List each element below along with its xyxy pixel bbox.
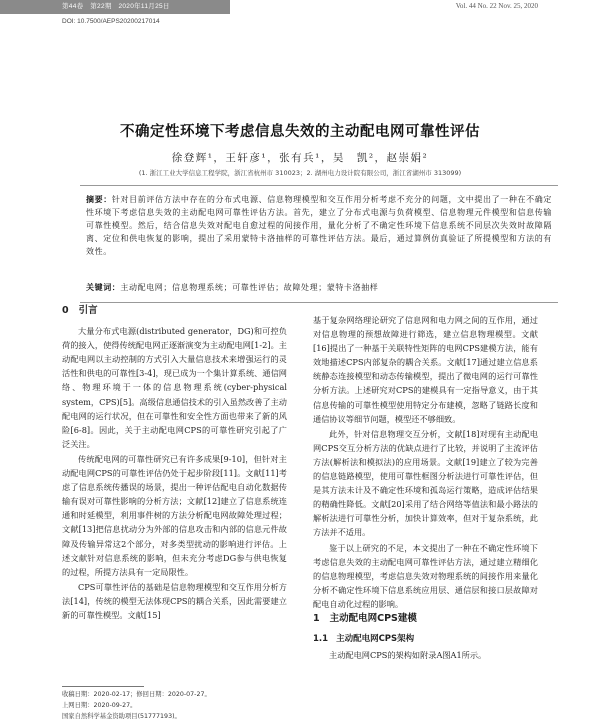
section-number: 1: [313, 612, 320, 624]
paragraph: 基于复杂网络理论研究了信息网和电力网之间的互作用，通过对信息物理的预想故障进行筛选，建立信息物理模型。文献[16]提出了一种基于关联特性矩阵的电网CPS建模方法，能有效地描述CPS内部复杂的耦合关系。文献[17]通过建立信息系统静态连接模型和动态传输模型，提出了微电网的运行可靠性分析方法。上述研究对CPS的建模具有一定指导意义，由于其信息传输的可靠性模型使用特定分布建模，忽略了链路长度和通信协议等细节问题，模型还不够细致。: [313, 315, 538, 424]
paragraph: 主动配电网CPS的架构如附录A图A1所示。: [329, 650, 487, 661]
doi[interactable]: DOI: 10.7500/AEPS20200217014: [62, 18, 160, 25]
abstract: [86, 193, 552, 258]
paper-title: 不确定性环境下考虑信息失效的主动配电网可靠性评估: [120, 124, 480, 140]
keywords-text: 主动配电网；信息物理系统；可靠性评估；故障处理；蒙特卡洛抽样: [120, 283, 379, 292]
abstract-text: 针对目前评估方法中存在的分布式电源、信息物理模型和交互作用分析考虑不充分的问题，文中提出了一种在不确定性环境下考虑信息失效的主动配电网可靠性评估方法。首先，建立了分布式电源与负荷模型、信息物理元件模型和信息传输可靠性模型。然后，结合信息失效对配电自愈过程的间接作用，量化分析了不确定性环境下信息系统不同层次失效时故障隔离、定位和供电恢复的影响，提出了采用蒙特卡洛抽样的可靠性评估方法。最后，通过算例仿真验证了所提模型和方法的有效性。: [86, 195, 552, 256]
section-title: 主动配电网CPS建模: [329, 612, 417, 624]
left-column: [62, 303, 287, 623]
section-number: 0: [62, 305, 69, 316]
author-list: 徐登辉¹，王轩彦¹，张有兵¹，吴 凯²，赵崇娟²: [171, 152, 429, 164]
footnote-divider: [62, 686, 144, 687]
journal-header: [0, 0, 600, 14]
subsection-number: 1.1: [313, 634, 329, 645]
section-heading-1: [313, 612, 538, 626]
issue-info: 第44卷 第22期 2020年11月25日: [0, 0, 230, 14]
issue-info-en: Vol. 44 No. 22 Nov. 25, 2020: [455, 2, 538, 10]
footnote-received: 收稿日期：2020-02-17；修回日期：2020-07-27。: [62, 691, 211, 698]
abstract-label: 摘要：: [86, 195, 112, 204]
footnote-online: 上网日期：2020-09-27。: [62, 702, 137, 709]
footnote-fund: 国家自然科学基金资助项目(51777193)。: [62, 713, 181, 720]
paragraph: 大量分布式电源(distributed generator，DG)和可控负荷的接入，使得传统配电网正逐渐演变为主动配电网[1-2]。主动配电网以主动控制的方式引入大量信息技术来增强运行的灵活性和供电的可靠性[3-4]，现已成为一个集计算系统、通信网络、物理环境于一体的信息物理系统(cyber-physical system，CPS)[5]。高级信息通信技术的引入虽然改善了主动配电网的运行状况，但在可靠性和安全性方面也带来了新的风险[6-8]。因此，关于主动配电网CPS的可靠性研究引起了广泛关注。: [62, 326, 287, 449]
affiliation: (1. 浙江工业大学信息工程学院，浙江省杭州市 310023；2. 湖州电力设计院有限公司，浙江省湖州市 313099): [138, 169, 462, 177]
paragraph: 鉴于以上研究的不足，本文提出了一种在不确定性环境下考虑信息失效的主动配电网可靠性评估方法，通过建立精细化的信息物理模型，考虑信息失效对物理系统的间接作用来量化分析不确定性环境下信息系统应用层、通信层和接口层故障对配电自动化过程的影响。: [313, 542, 538, 609]
subsection-title: 主动配电网CPS架构: [336, 634, 415, 645]
paragraph: CPS可靠性评估的基础是信息物理模型和交互作用分析方法[14]，传统的模型无法体现CPS的耦合关系，因此需要建立新的可靠性模型。文献[15]: [62, 581, 287, 620]
right-column: [313, 313, 538, 663]
paragraph: 此外，针对信息物理交互分析，文献[18]对现有主动配电网CPS交互分析方法的优缺点进行了比较，并说明了主流评估方法(解析法和模拟法)的应用场景。文献[19]建立了较为完善的信息链路模型，使用可靠性框图分析法进行可靠性评估，但是其方法未计及不确定性环境和孤岛运行策略，造成评估结果的精确性降低。文献[20]采用了结合网络等值法和最小路法的解析法进行可靠性分析，加快计算效率，但对于复杂系统，此方法并不适用。: [313, 428, 538, 538]
section-title: 引言: [78, 305, 98, 316]
section-heading-intro: [62, 304, 287, 318]
paragraph: 传统配电网的可靠性研究已有许多成果[9-10]，但针对主动配电网CPS的可靠性评估仍处于起步阶段[11]。文献[11]考虑了信息系统传播误的场景，提出一种评估配电自动化数据传输有误对可靠性影响的分析方法；文献[12]建立了信息系统连通和时延模型，利用事件树的方法分析配电网故障处理过程；文献[13]把信息扰动分为外部的信息攻击和内部的信息元件故障及传输异常这2个部分，对多类型扰动的影响进行评估。上述文献针对信息系统的影响，但未充分考虑DG参与供电恢复的过程，所提方法具有一定局限性。: [62, 453, 287, 577]
subsection-heading-1-1: [313, 632, 538, 646]
keywords: [86, 282, 552, 294]
keywords-label: 关键词：: [86, 283, 121, 292]
